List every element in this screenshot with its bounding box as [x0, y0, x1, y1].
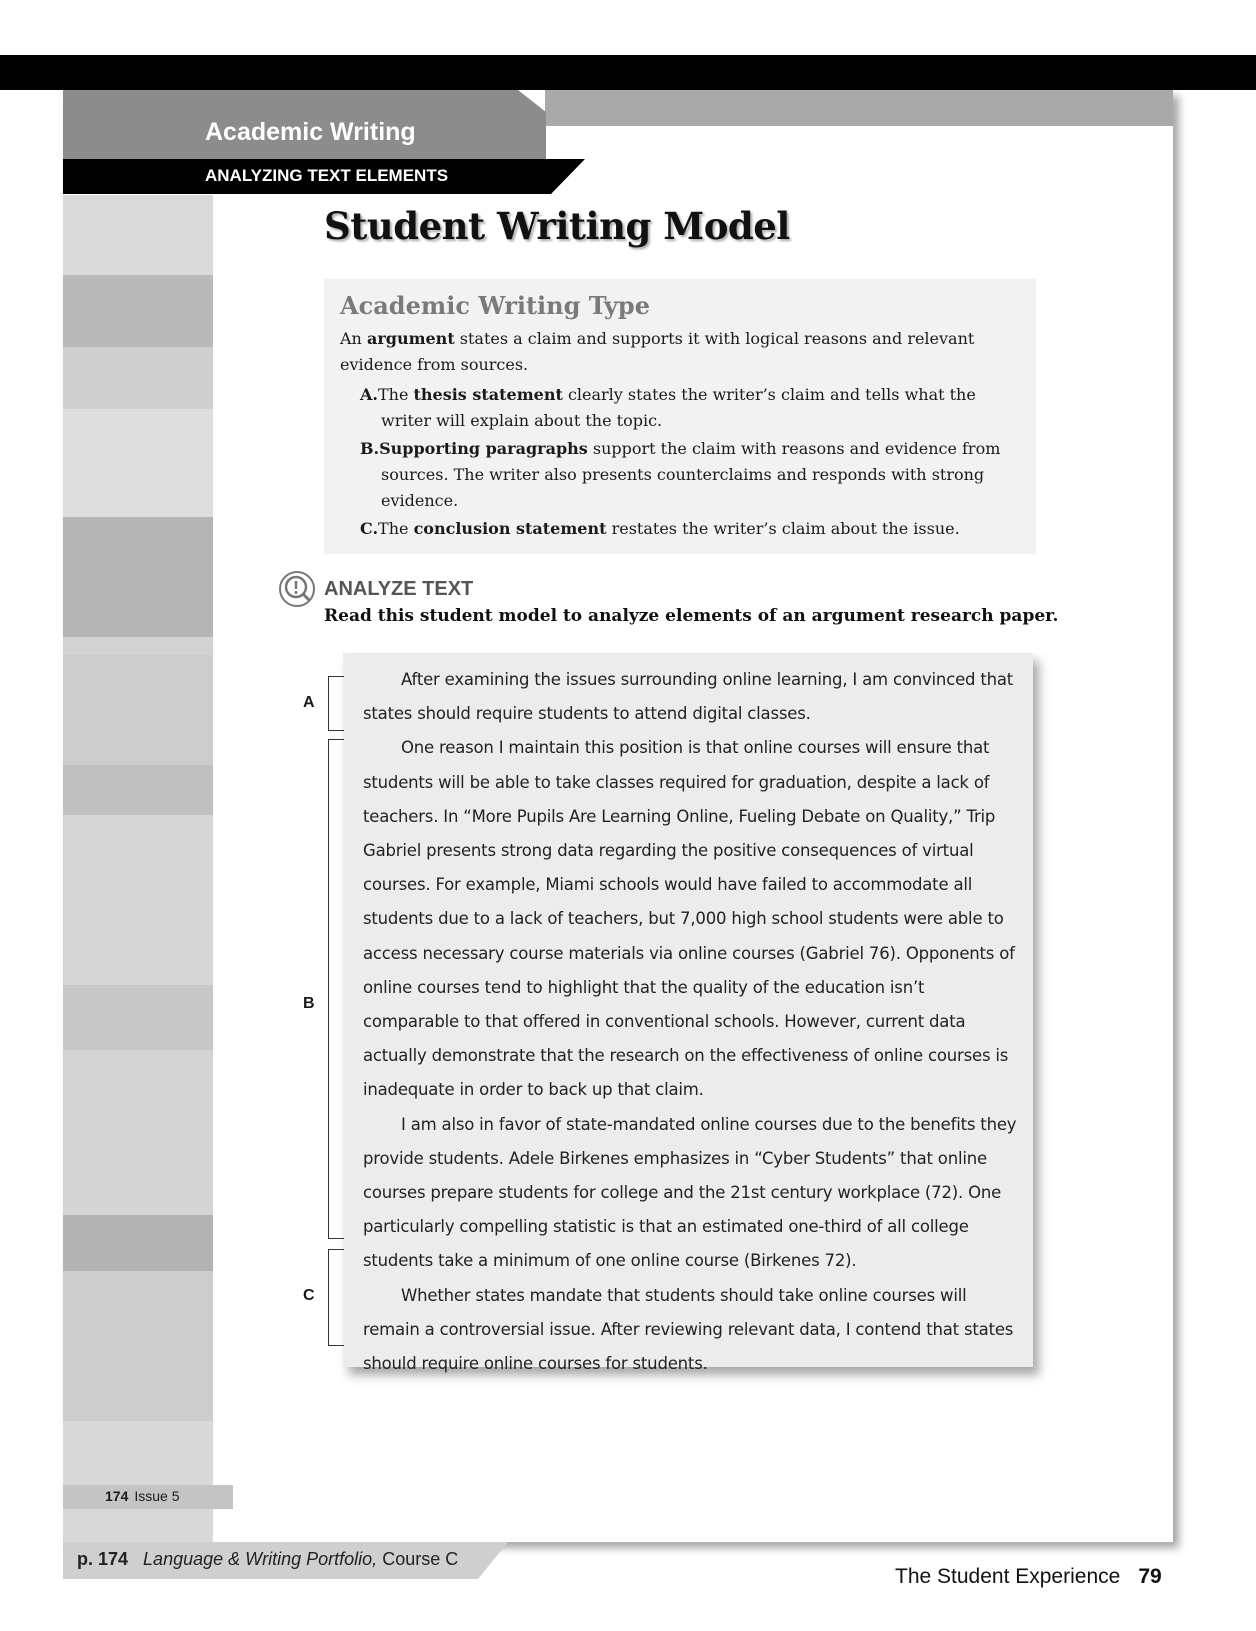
issue-page-tag: [63, 1485, 233, 1509]
list-item: [360, 516, 1020, 542]
left-block: [63, 195, 213, 275]
section-title: Academic Writing: [205, 118, 416, 146]
bracket-b: [328, 739, 344, 1239]
bracket-label-c: C: [303, 1287, 315, 1304]
portfolio-reference: [77, 1549, 458, 1570]
item-pre: The: [378, 519, 414, 538]
issue-page-number: 174: [105, 1488, 129, 1504]
writing-type-title: Academic Writing Type: [340, 291, 650, 320]
portfolio-page: p. 174: [77, 1549, 129, 1569]
item-post: support the claim with reasons and evidence from sources. The writer also presents counterclaims and responds with strong evidence.: [381, 439, 1001, 510]
left-block: [63, 517, 213, 637]
left-block: [63, 275, 213, 347]
section-subtitle: ANALYZING TEXT ELEMENTS: [205, 166, 449, 185]
model-paragraph-support-2: I am also in favor of state-mandated online courses due to the benefits they provide students. Adele Birkenes emphasizes in “Cyber Students” that online courses prepare students for college and the 21st century workplace (72). One particularly compelling statistic is that an estimated one-third of all college students take a minimum of one online course (Birkenes 72).: [363, 1114, 1017, 1271]
intro-pre: An: [340, 329, 367, 348]
bracket-a: [328, 676, 344, 731]
page-title: Student Writing Model: [324, 204, 790, 248]
writing-type-list: [340, 382, 1020, 542]
left-block: [63, 1050, 213, 1215]
item-letter: A.: [360, 385, 378, 404]
item-bold: Supporting paragraphs: [379, 439, 588, 458]
item-bold: thesis statement: [413, 385, 563, 404]
magnifier-alert-icon: [277, 570, 317, 610]
left-block: [63, 1271, 213, 1421]
item-post: clearly states the writer’s claim and tells what the writer will explain about the topic.: [381, 385, 976, 430]
model-paragraph-thesis: After examining the issues surrounding online learning, I am convinced that states should require students to attend digital classes.: [363, 670, 1014, 724]
writing-type-box: [324, 279, 1036, 554]
portfolio-title: Language & Writing Portfolio,: [143, 1549, 378, 1569]
item-post: restates the writer’s claim about the issue.: [606, 519, 960, 538]
portfolio-course: Course C: [377, 1549, 459, 1569]
issue-label: Issue 5: [134, 1488, 180, 1504]
left-block: [63, 655, 213, 765]
writing-type-intro: [340, 326, 1020, 378]
right-footer-label: The Student Experience: [895, 1565, 1121, 1588]
left-block: [63, 409, 213, 517]
model-paragraph-support-1: One reason I maintain this position is that online courses will ensure that students will be able to take classes required for graduation, despite a lack of teachers. In “More Pupils Are Learning Online, Fueling Debate on Quality,” Trip Gabriel presents strong data regarding the positive consequences of virtual courses. For example, Miami schools would have failed to accommodate all students due to a lack of teachers, but 7,000 high school students were able to access necessary course materials via online courses (Gabriel 76). Opponents of online courses tend to highlight that the quality of the education isn’t comparable to that offered in conventional schools. However, current data actually demonstrate that the research on the effectiveness of online courses is inadequate in order to back up that claim.: [363, 738, 1015, 1100]
item-bold: conclusion statement: [413, 519, 607, 538]
bracket-label-b: B: [303, 995, 315, 1012]
item-letter: B.: [360, 439, 380, 458]
page-top-grey-band: [545, 90, 1173, 126]
intro-bold: argument: [366, 329, 455, 348]
intro-post: states a claim and supports it with logical reasons and relevant evidence from sources.: [340, 329, 975, 374]
left-block: [63, 985, 213, 1050]
list-item: [360, 436, 1020, 514]
student-model-paper: [343, 653, 1033, 1374]
top-black-bar: [0, 55, 1256, 90]
bracket-c: [328, 1249, 344, 1346]
item-pre: The: [377, 385, 414, 404]
item-letter: C.: [360, 519, 379, 538]
left-block: [63, 815, 213, 985]
bracket-label-a: A: [303, 694, 315, 711]
list-item: [360, 382, 1020, 434]
left-block: [63, 765, 213, 815]
right-footer-page: 79: [1138, 1565, 1162, 1588]
left-block: [63, 1421, 213, 1542]
left-block: [63, 347, 213, 409]
left-decorative-column: [63, 195, 213, 1542]
left-block: [63, 1215, 213, 1271]
model-paragraph-conclusion: Whether states mandate that students should take online courses will remain a controversial issue. After reviewing relevant data, I contend that states should require online courses for students.: [363, 1285, 1014, 1374]
right-footer: [895, 1565, 1162, 1589]
analyze-heading: ANALYZE TEXT: [324, 578, 474, 600]
analyze-instruction: Read this student model to analyze elements of an argument research paper.: [324, 606, 1059, 626]
